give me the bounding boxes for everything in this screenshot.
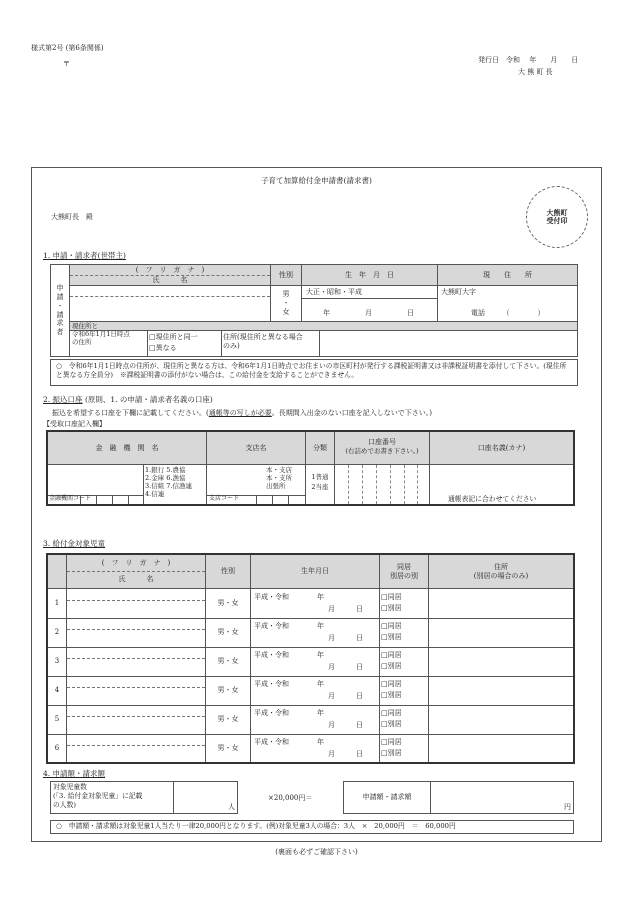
child-furigana-field[interactable] [68, 648, 203, 658]
amount-unit: 円 [564, 803, 571, 811]
child-row-number: 2 [54, 628, 60, 637]
child-dob-era[interactable]: 平成・令和 年 [254, 680, 324, 688]
applicant-phone-field[interactable]: 電話 （ ） [471, 309, 545, 317]
child-dob-era[interactable]: 平成・令和 年 [254, 651, 324, 659]
addressee: 大熊町長 殿 [51, 213, 93, 221]
child-separate-checkbox[interactable]: □別居 [381, 633, 402, 641]
child-furigana-field[interactable] [68, 706, 203, 716]
child-row-number: 3 [54, 657, 60, 666]
bank-type-options[interactable]: 1.銀行 5.農協 2.金庫 6.漁協 3.信組 7.信漁連 4.信連 [145, 466, 192, 499]
child-furigana-field[interactable] [68, 619, 203, 629]
applicant-dob-ymd[interactable]: 年 月 日 [323, 309, 414, 317]
child-name-field[interactable] [68, 659, 203, 674]
child-cohab-checkbox[interactable]: □同居 [381, 651, 402, 659]
child-row-number: 1 [54, 599, 60, 608]
child-gender-field[interactable]: 男・女 [217, 715, 239, 724]
child-count-box [50, 781, 238, 814]
bank-name-field[interactable] [50, 465, 142, 493]
child-count-unit: 人 [228, 803, 235, 811]
amount-note: ○ 申請額・請求額は対象児童1人当たり一律20,000円となります。(例)対象児童3人の場合：3人 × 20,000円 ＝ 60,000円 [50, 820, 574, 834]
acct-number-field[interactable] [336, 465, 428, 503]
multiplier-text: ×20,000円＝ [268, 794, 313, 802]
child-address-field[interactable] [431, 678, 571, 703]
prev-address-field[interactable] [321, 332, 576, 354]
account-instruction-wrap [52, 409, 432, 417]
child-dob-era[interactable]: 平成・令和 年 [254, 738, 324, 746]
prev-address-label: 現住所と 令和6年1月1日時点 の住所 [72, 322, 130, 347]
reception-stamp: 大熊町 受付印 [526, 186, 588, 248]
applicant-name-field[interactable] [71, 297, 269, 320]
child-row-number: 6 [54, 744, 60, 753]
account-instruction-required: 通帳等の写しが必要 [208, 409, 272, 417]
form-number: 様式第2号 (第6条関係) [31, 44, 104, 52]
acct-number-note: (右詰めでお書き下さい。) [345, 447, 419, 456]
applicant-furigana-field[interactable] [71, 286, 269, 296]
section2-heading-wrap [43, 396, 213, 405]
child-dob-md[interactable]: 月 日 [328, 721, 363, 729]
applicant-side-label: 申 請 ・ 請 求 者 [56, 284, 64, 336]
child-furigana-header: ( フ リ ガ ナ ) [101, 558, 171, 567]
child-dob-era[interactable]: 平成・令和 年 [254, 709, 324, 717]
child-cohab-checkbox[interactable]: □同居 [381, 709, 402, 717]
issue-date: 発行日 令和 年 月 日 [478, 56, 579, 64]
child-cohab-checkbox[interactable]: □同居 [381, 738, 402, 746]
section1-heading: 1. 申請・請求者(世帯主) [43, 251, 126, 260]
child-count-label: 対象児童数 (「3. 給付金対象児童」に記載 の人数) [53, 783, 143, 809]
branch-header: 支店名 [245, 443, 267, 452]
applicant-gender-label: 性別 [279, 270, 293, 279]
form-title: 子育て加算給付金申請書(請求書) [261, 176, 372, 185]
child-addr-header: 住所 (別居の場合のみ) [473, 563, 529, 580]
account-table [46, 430, 575, 506]
acct-number-header: 口座番号 [368, 437, 396, 446]
acct-type-options[interactable]: 1普通 2当座 [311, 473, 329, 491]
child-furigana-field[interactable] [68, 590, 203, 600]
account-subheading: 【受取口座記入欄】 [43, 420, 106, 428]
prev-address-note: 住所(現住所と異なる場合 のみ) [223, 333, 303, 351]
child-dob-md[interactable]: 月 日 [328, 605, 363, 613]
child-name-field[interactable] [68, 746, 203, 761]
type-header: 分類 [313, 443, 327, 452]
applicant-name-label: 氏 名 [152, 275, 188, 284]
applicant-gender-field[interactable]: 男 ・ 女 [282, 289, 290, 317]
section2-heading: 2. 振込口座 [43, 395, 83, 404]
amount-field[interactable] [433, 784, 561, 811]
child-gender-header: 性別 [221, 567, 235, 576]
tax-cert-notice: ○ 令和6年1月1日時点の住所が、現住所と異なる方は、令和6年1月1日時点でお住まいの市区町村が発行する課税証明書又は非課税証明書を添付して下さい。(現住所と異なる方全員分) ※課税証明書の添付がない場合は、この給付金を支給することができません。 [50, 359, 578, 386]
child-gender-field[interactable]: 男・女 [217, 657, 239, 666]
child-name-header: 氏 名 [118, 574, 154, 583]
child-address-field[interactable] [431, 707, 571, 732]
account-instruction-b: 。長期間入出金のない口座を記入しないで下さい。) [271, 409, 432, 417]
acct-holder-field[interactable] [431, 465, 571, 493]
child-cohab-checkbox[interactable]: □同居 [381, 680, 402, 688]
section3-heading: 3. 給付金対象児童 [43, 539, 106, 548]
child-row-number: 4 [54, 686, 60, 695]
child-name-field[interactable] [68, 630, 203, 645]
applicant-address-label: 現 住 所 [483, 270, 532, 279]
applicant-address-field[interactable]: 大熊町大字 [441, 288, 476, 296]
child-furigana-field[interactable] [68, 735, 203, 745]
applicant-dob-label: 生 年 月 日 [345, 270, 394, 279]
footer-note: (裏面も必ずご確認下さい) [275, 848, 358, 856]
child-dob-era[interactable]: 平成・令和 年 [254, 593, 324, 601]
child-address-field[interactable] [431, 736, 571, 761]
child-separate-checkbox[interactable]: □別居 [381, 720, 402, 728]
issuer: 大 熊 町 長 [518, 68, 553, 76]
child-address-field[interactable] [431, 591, 571, 616]
child-dob-header: 生年月日 [301, 567, 329, 576]
child-address-field[interactable] [431, 620, 571, 645]
amount-label: 申請額・請求額 [362, 793, 412, 802]
account-instruction-a: 振込を希望する口座を下欄に記載してください。( [52, 409, 209, 417]
child-cohab-checkbox[interactable]: □同居 [381, 622, 402, 630]
child-separate-checkbox[interactable]: □別居 [381, 691, 402, 699]
child-cohab-checkbox[interactable]: □同居 [381, 593, 402, 601]
child-gender-field[interactable]: 男・女 [217, 744, 239, 753]
children-table [46, 553, 575, 764]
acct-holder-header: 口座名義(カナ) [477, 443, 526, 452]
applicant-table [50, 264, 578, 357]
child-dob-era[interactable]: 平成・令和 年 [254, 622, 324, 630]
child-name-field[interactable] [68, 717, 203, 732]
child-name-field[interactable] [68, 601, 203, 616]
bank-code-label: 金融機関コード [49, 495, 92, 502]
child-dob-md[interactable]: 月 日 [328, 750, 363, 758]
child-name-field[interactable] [68, 688, 203, 703]
diff-address-checkbox[interactable]: □異なる [149, 344, 177, 352]
child-dob-md[interactable]: 月 日 [328, 634, 363, 642]
child-count-field[interactable] [175, 784, 225, 811]
child-separate-checkbox[interactable]: □別居 [381, 604, 402, 612]
child-separate-checkbox[interactable]: □別居 [381, 662, 402, 670]
child-furigana-field[interactable] [68, 677, 203, 687]
child-row-number: 5 [54, 715, 60, 724]
bank-name-header: 金 融 機 関 名 [95, 443, 159, 452]
child-cohab-header: 同居 別居の別 [390, 563, 418, 580]
child-gender-field[interactable]: 男・女 [217, 686, 239, 695]
applicant-dob-eras[interactable]: 大正・昭和・平成 [306, 288, 362, 296]
child-dob-md[interactable]: 月 日 [328, 663, 363, 671]
branch-code-label: 支店コード [209, 495, 240, 502]
applicant-furigana-label: ( フ リ ガ ナ ) [135, 265, 205, 274]
section2-heading-note: (原則、1. の申請・請求者名義の口座) [84, 395, 213, 404]
branch-type-options[interactable]: 本・支店 本・支所 出張所 [266, 466, 292, 491]
postal-mark: 〒 [63, 60, 70, 68]
branch-name-field[interactable] [208, 466, 266, 494]
amount-box [343, 781, 574, 814]
child-dob-md[interactable]: 月 日 [328, 692, 363, 700]
acct-holder-note: 通帳表記に合わせてください [448, 495, 537, 503]
child-gender-field[interactable]: 男・女 [217, 599, 239, 608]
section4-heading: 4. 申請額・請求額 [43, 769, 106, 778]
same-address-checkbox[interactable]: □現住所と同一 [149, 333, 198, 341]
child-address-field[interactable] [431, 649, 571, 674]
child-gender-field[interactable]: 男・女 [217, 628, 239, 637]
child-separate-checkbox[interactable]: □別居 [381, 749, 402, 757]
